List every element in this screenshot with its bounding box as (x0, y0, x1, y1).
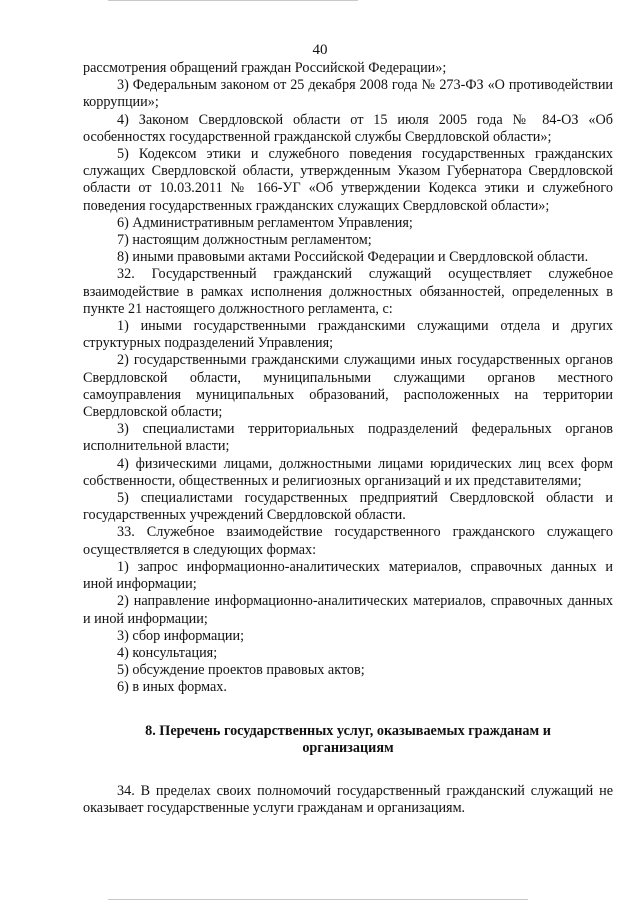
paragraph: 5) обсуждение проектов правовых актов; (117, 662, 365, 679)
paragraph: 6) в иных формах. (117, 679, 227, 696)
document-body (83, 60, 613, 817)
paragraph: 4) физическими лицами, должностными лицами юридических лиц всех форм собственности, общественных и религиозных организаций и их представителями; (83, 455, 613, 489)
paragraph: 4) Законом Свердловской области от 15 июля 2005 года № 84-ОЗ «Об особенностях государственной гражданской службы Свердловской области»; (83, 111, 613, 145)
paragraph: 7) настоящим должностным регламентом; (117, 232, 372, 249)
paragraph: 1) запрос информационно-аналитических материалов, справочных данных и иной информации; (83, 558, 613, 593)
paragraph: 3) специалистами территориальных подразделений федеральных органов исполнительной власти; (83, 421, 613, 455)
paragraph: 2) направление информационно-аналитических материалов, справочных данных и иной информации; (83, 593, 613, 627)
paragraph: 33. Служебное взаимодействие государственного гражданского служащего осуществляется в следующих формах: (83, 524, 613, 558)
paragraph: 4) консультация; (117, 644, 218, 661)
paragraph: 2) государственными гражданскими служащими иных государственных органов Свердловской области, муниципальными служащими органов местного самоуправления муниципальных образований, расположенных на территории Свердловской области; (83, 352, 613, 421)
paragraph: рассмотрения обращений граждан Российской Федерации»; (83, 60, 447, 76)
paragraph: 32. Государственный гражданский служащий осуществляет служебное взаимодействие в рамках исполнения должностных обязанностей, определенных в пункте 21 настоящего должностного регламента, с: (83, 266, 613, 317)
paragraph: 1) иными государственными гражданскими служащими отдела и других структурных подразделений Управления; (83, 318, 613, 352)
paragraph: 5) Кодексом этики и служебного поведения государственных гражданских служащих Свердловской области, утвержденным Указом Губернатора Свердловской области от 10.03.2011 № 166-УГ «Об утверждении Кодекса этики и служебного поведения государственных гражданских служащих Свердловской области»; (83, 146, 613, 214)
top-border-line (108, 0, 358, 1)
page-number: 40 (312, 42, 328, 58)
paragraph: 3) сбор информации; (117, 627, 245, 644)
bottom-border-line (108, 899, 528, 900)
paragraph: 8) иными правовыми актами Российской Федерации и Свердловской области. (117, 249, 589, 266)
paragraph: 3) Федеральным законом от 25 декабря 2008 года № 273-ФЗ «О противодействии коррупции»; (83, 77, 613, 111)
paragraph: 5) специалистами государственных предприятий Свердловской области и государственных учреждений Свердловской области. (83, 490, 613, 524)
section-heading: 8. Перечень государственных услуг, оказываемых гражданам и организациям (145, 722, 551, 756)
paragraph: 6) Административным регламентом Управления; (117, 214, 413, 231)
final-paragraph: 34. В пределах своих полномочий государственный гражданский служащий не оказывает государственные услуги гражданам и организациям. (83, 782, 613, 817)
